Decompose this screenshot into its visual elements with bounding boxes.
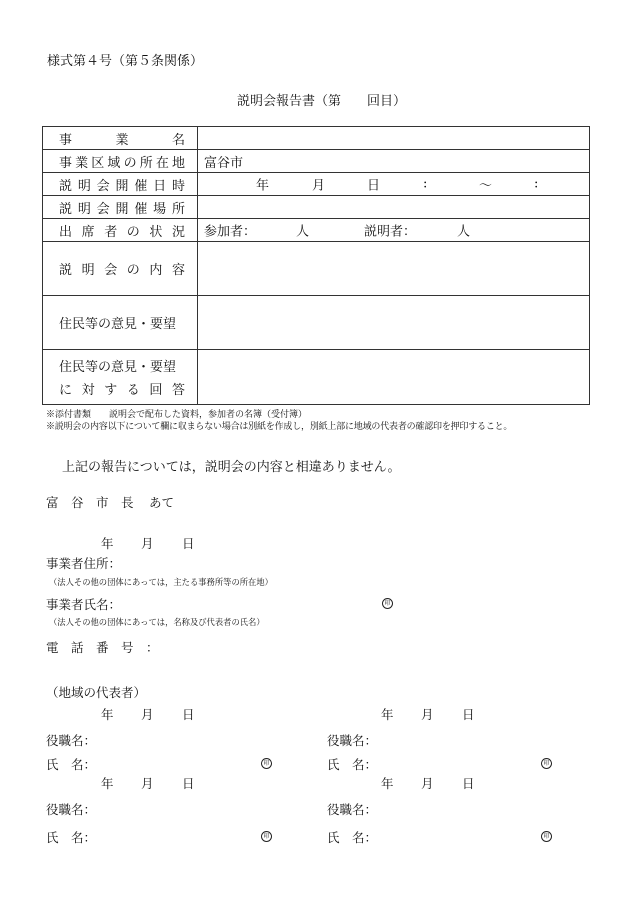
day-label: 日	[367, 178, 381, 194]
document-title: 説明会報告書（第 回目）	[237, 94, 407, 109]
note-attachments: ※添付書類 説明会で配布した資料，参加者の名簿（受付簿）	[46, 410, 308, 420]
rep3-name-label: 氏 名：	[46, 830, 97, 845]
operator-name-label: 事業者氏名：	[46, 597, 122, 612]
value-business-area-location[interactable]: 富谷市	[198, 150, 590, 173]
label-business-area-location: 事 業 区 域 の 所 在 地	[43, 150, 198, 173]
table-row	[43, 296, 590, 350]
rep1-date-year: 年	[101, 707, 114, 722]
addressee-name: 富 谷 市 長	[46, 495, 134, 510]
label-meeting-content: 説 明 会 の 内 容	[43, 242, 198, 296]
month-label: 月	[312, 178, 326, 194]
rep2-name-label: 氏 名：	[327, 757, 378, 772]
seal-mark-icon: 印	[541, 758, 552, 769]
operator-phone-label: 電 話 番 号 ：	[46, 640, 159, 655]
label-business-name: 事 業 名	[43, 127, 198, 150]
table-row	[43, 219, 590, 242]
rep4-name-label: 氏 名：	[327, 830, 378, 845]
explainers-unit: 人	[457, 224, 471, 240]
table-row	[43, 242, 590, 296]
rep1-date-month: 月	[141, 707, 154, 722]
seal-mark-icon: 印	[382, 598, 393, 609]
time-colon-end: :	[534, 176, 539, 192]
rep1-title-label: 役職名：	[46, 733, 97, 748]
rep3-title-label: 役職名：	[46, 802, 97, 817]
value-meeting-place[interactable]	[198, 196, 590, 219]
seal-mark-icon: 印	[261, 758, 272, 769]
value-business-name[interactable]	[198, 127, 590, 150]
note-overflow: ※説明会の内容以下について欄に収まらない場合は別紙を作成し，別紙上部に地域の代表者の確認印を押印すること。	[46, 422, 513, 432]
rep2-date-day: 日	[462, 707, 475, 722]
rep4-date-month: 月	[421, 776, 434, 791]
table-row	[43, 173, 590, 196]
rep2-date-year: 年	[381, 707, 394, 722]
rep4-date-year: 年	[381, 776, 394, 791]
participants-label: 参加者：	[204, 224, 257, 240]
operator-date-year: 年	[101, 536, 114, 551]
label-meeting-place: 説 明 会 開 催 場 所	[43, 196, 198, 219]
value-meeting-datetime[interactable]	[198, 173, 590, 196]
seal-mark-icon: 印	[261, 831, 272, 842]
label-meeting-datetime: 説 明 会 開 催 日 時	[43, 173, 198, 196]
label-response-to-opinions: 住民等の意見・要望 に 対 す る 回 答	[43, 350, 198, 405]
value-attendance[interactable]	[198, 219, 590, 242]
rep4-date-day: 日	[462, 776, 475, 791]
rep1-name-label: 氏 名：	[46, 757, 97, 772]
confirmation-statement: 上記の報告については，説明会の内容と相違ありません。	[62, 460, 401, 475]
participants-unit: 人	[296, 224, 310, 240]
rep3-date-day: 日	[182, 776, 195, 791]
table-row	[43, 196, 590, 219]
operator-date-month: 月	[141, 536, 154, 551]
table-row	[43, 150, 590, 173]
seal-mark-icon: 印	[541, 831, 552, 842]
year-label: 年	[256, 178, 270, 194]
operator-address-note: （法人その他の団体にあっては，主たる事務所等の所在地）	[49, 577, 273, 587]
rep2-title-label: 役職名：	[327, 733, 378, 748]
label-attendance: 出 席 者 の 状 況	[43, 219, 198, 242]
time-range-tilde: ～	[479, 178, 493, 194]
explainers-label: 説明者：	[364, 224, 417, 240]
operator-date-day: 日	[182, 536, 195, 551]
value-meeting-content[interactable]	[198, 242, 590, 296]
label-residents-opinions: 住民等の意見・要望	[43, 296, 198, 350]
value-residents-opinions[interactable]	[198, 296, 590, 350]
operator-address-label: 事業者住所：	[46, 556, 122, 571]
table-row	[43, 127, 590, 150]
report-table	[42, 126, 590, 405]
value-response-to-opinions[interactable]	[198, 350, 590, 405]
addressee-suffix: あて	[149, 495, 175, 510]
rep4-title-label: 役職名：	[327, 802, 378, 817]
rep2-date-month: 月	[421, 707, 434, 722]
rep3-date-year: 年	[101, 776, 114, 791]
time-colon-start: :	[423, 176, 428, 192]
form-number: 様式第４号（第５条関係）	[47, 54, 204, 69]
rep1-date-day: 日	[182, 707, 195, 722]
table-row	[43, 350, 590, 405]
representatives-heading: （地域の代表者）	[46, 685, 147, 700]
rep3-date-month: 月	[141, 776, 154, 791]
operator-name-note: （法人その他の団体にあっては，名称及び代表者の氏名）	[49, 617, 265, 627]
